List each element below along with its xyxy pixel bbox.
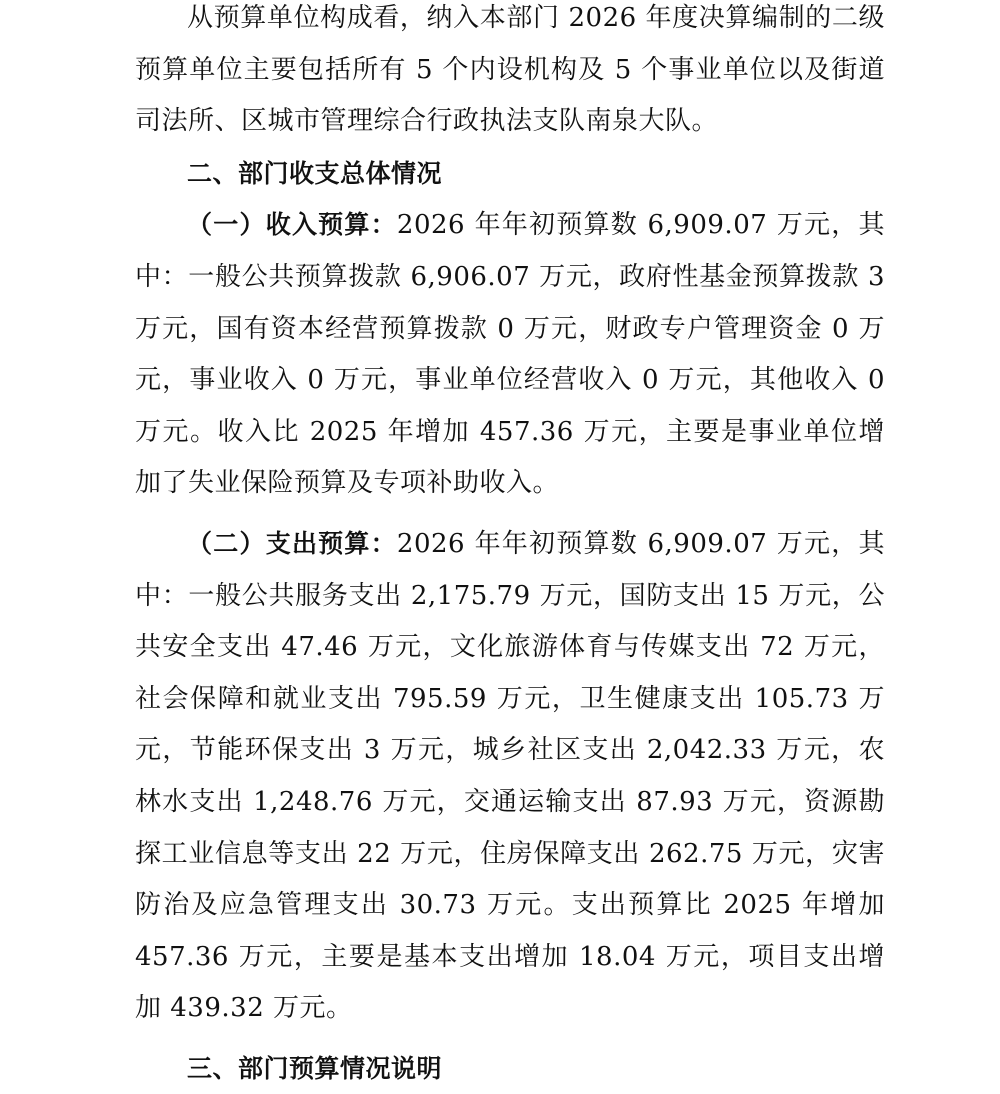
income-label: （一）收入预算：: [187, 210, 397, 240]
document-page: [135, 0, 885, 1094]
paragraph-gap: [135, 510, 885, 518]
intro-paragraph: 从预算单位构成看，纳入本部门 2026 年度决算编制的二级预算单位主要包括所有 5 个内设机构及 5 个事业单位以及街道司法所、区城市管理综合行政执法支队南泉大队。: [135, 3, 885, 137]
expense-body: 2026 年年初预算数 6,909.07 万元，其中：一般公共服务支出 2,175.79 万元，国防支出 15 万元，公共安全支出 47.46 万元，文化旅游体育与传媒支出 72 万元，社会保障和就业支出 795.59 万元，卫生健康支出 105.73 万元，节能环保支出 3 万元，城乡社区支出 2,042.33 万元，农林水支出 1,248.76 万元，交通运输支出 87.93 万元，资源勘探工业信息等支出 22 万元，住房保障支出 262.75 万元，灾害防治及应急管理支出 30.73 万元。支出预算比 2025 年增加 457.36 万元，主要是基本支出增加 18.04 万元，项目支出增加 439.32 万元。: [135, 528, 885, 1024]
expense-paragraph: [135, 518, 885, 1035]
income-paragraph: [135, 199, 885, 510]
expense-label: （二）支出预算：: [187, 528, 397, 558]
income-body: 2026 年年初预算数 6,909.07 万元，其中：一般公共预算拨款 6,906.07 万元，政府性基金预算拨款 3 万元，国有资本经营预算拨款 0 万元，财政专户管理资金 0 万元，事业收入 0 万元，事业单位经营收入 0 万元，其他收入 0 万元。收入比 2025 年增加 457.36 万元，主要是事业单位增加了失业保险预算及专项补助收入。: [135, 210, 885, 499]
section-heading-budget: 三、部门预算情况说明: [187, 1053, 443, 1083]
paragraph-gap-2: [135, 1035, 885, 1043]
section-heading-overview: 二、部门收支总体情况: [187, 158, 443, 188]
